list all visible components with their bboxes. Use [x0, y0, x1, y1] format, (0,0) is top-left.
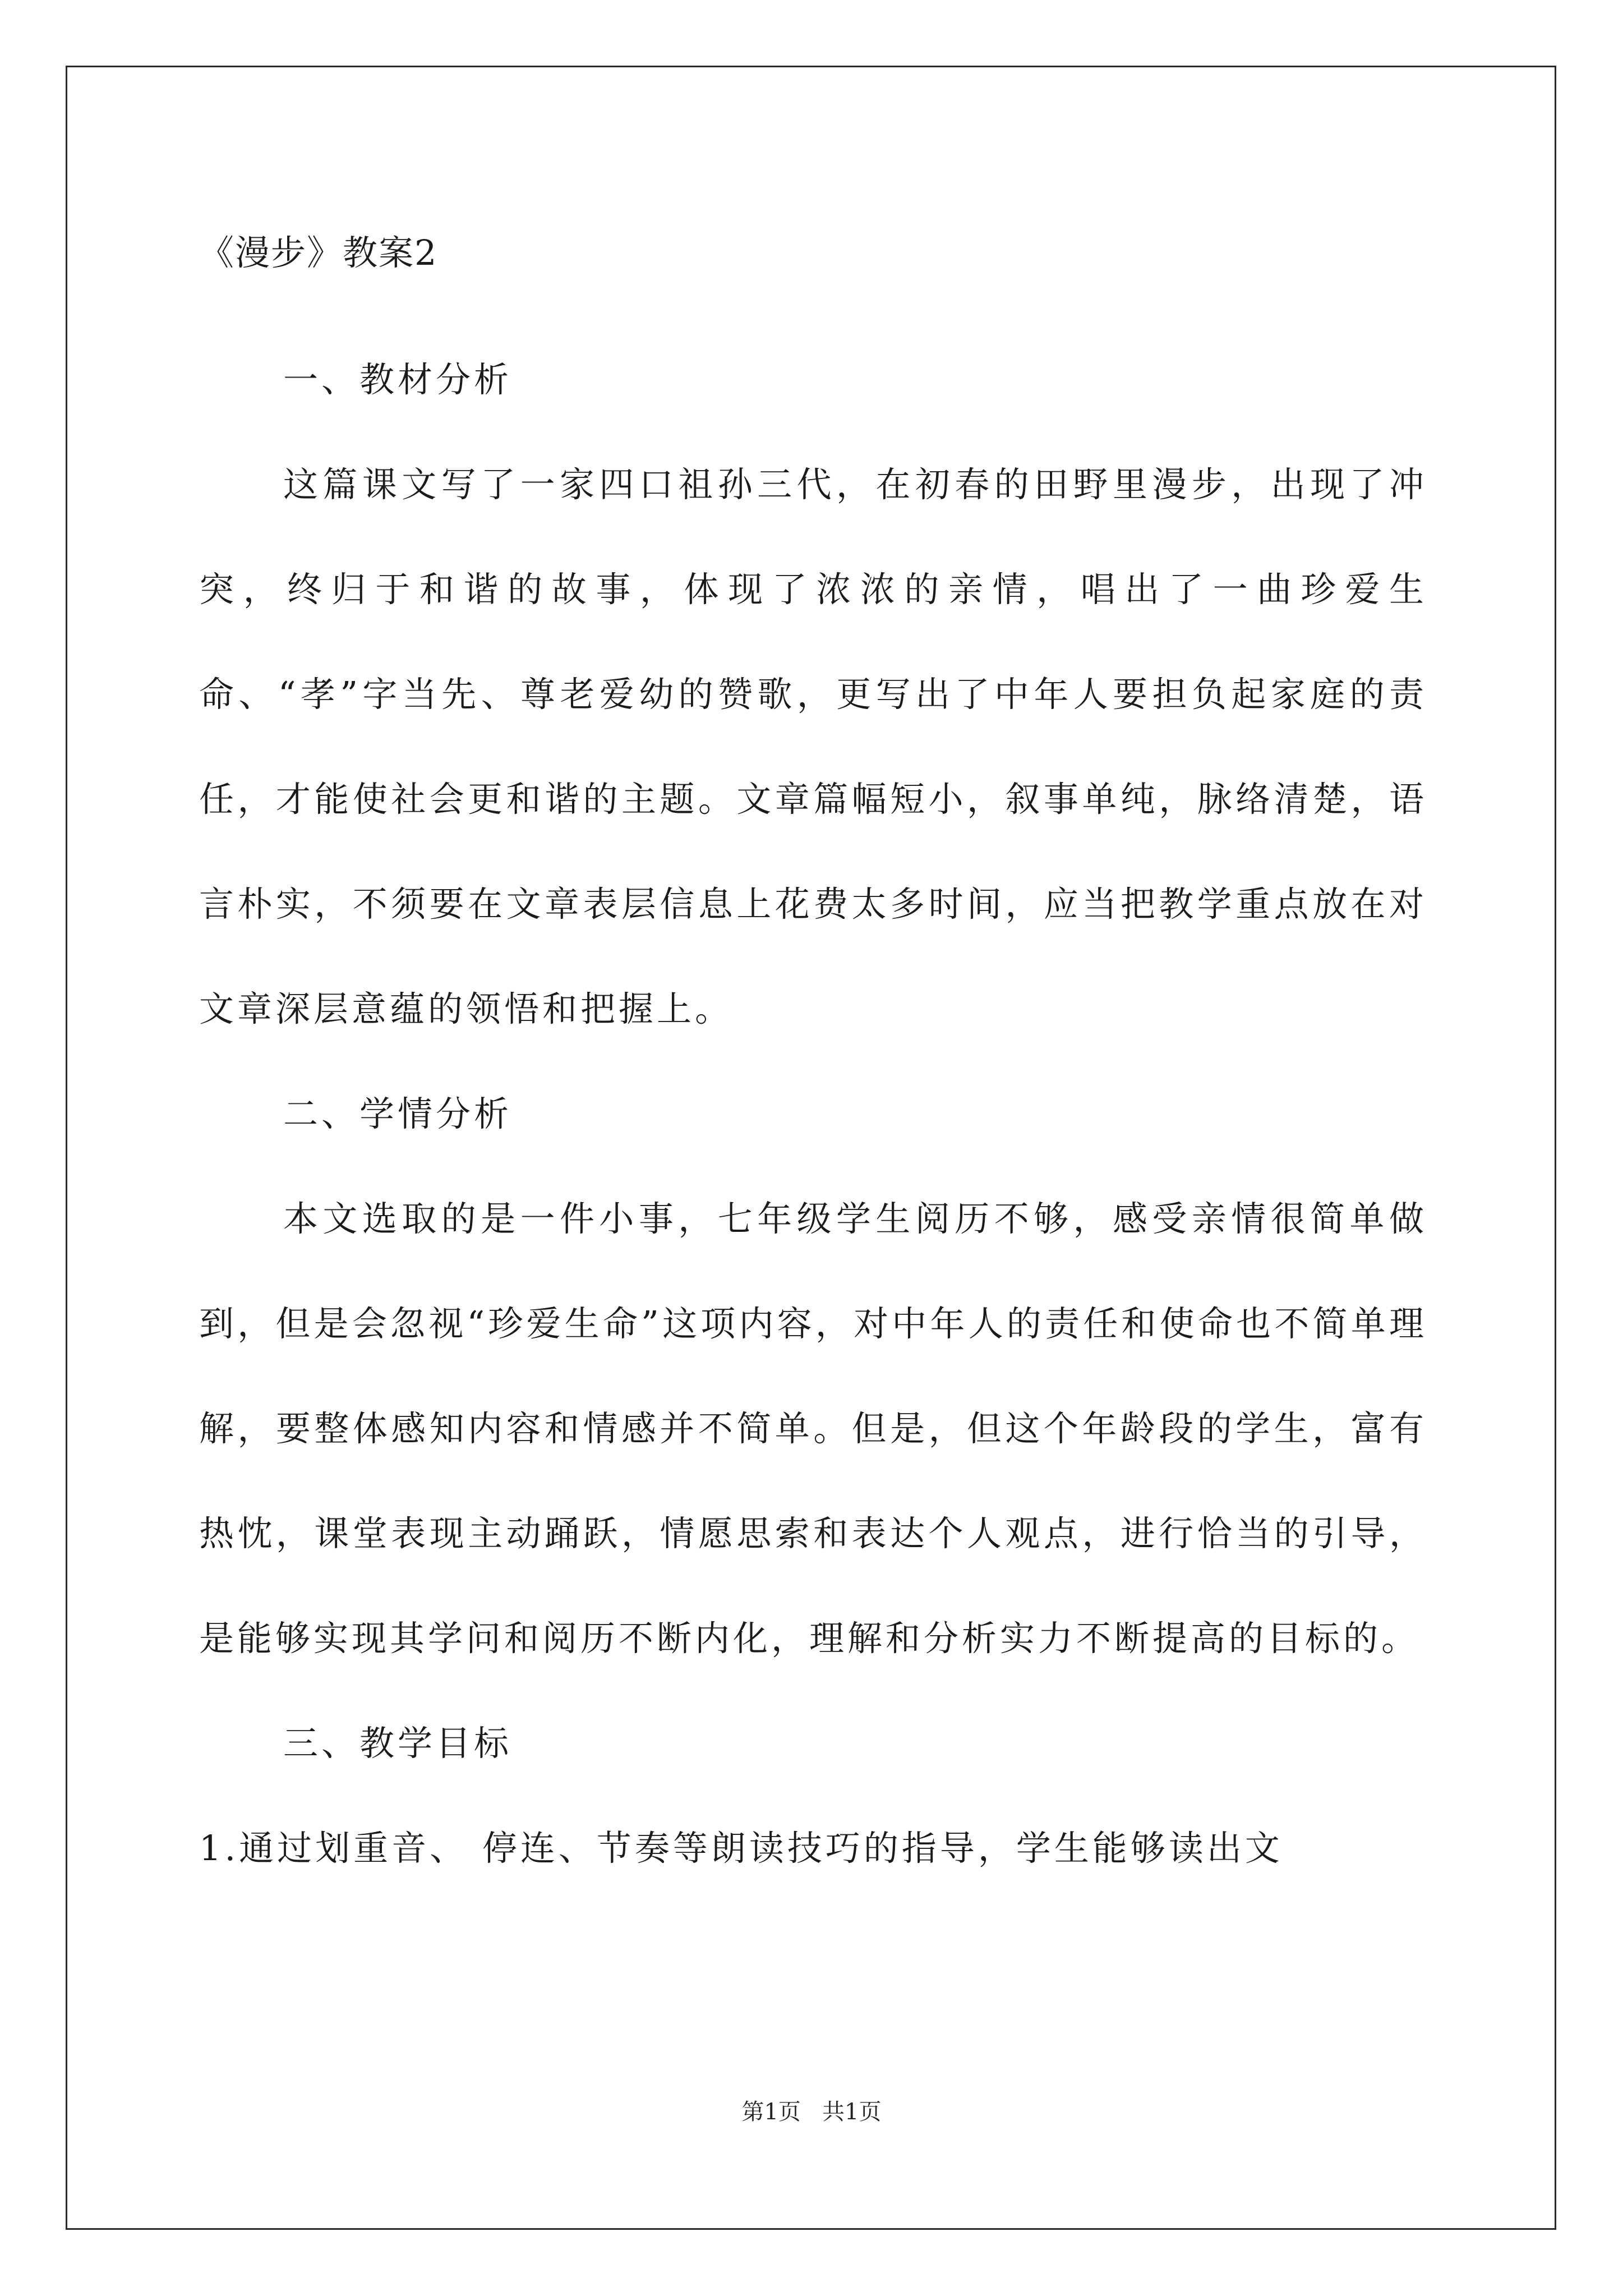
paragraph-textbook-analysis: 这篇课文写了一家四口祖孙三代，在初春的田野里漫步，出现了冲突，终归于和谐的故事，体现了浓浓的亲情，唱出了一曲珍爱生命、“孝”字当先、尊老爱幼的赞歌，更写出了中年人要担负起家庭的责任，才能使社会更和谐的主题。文章篇幅短小，叙事单纯，脉络清楚，语言朴实，不须要在文章表层信息上花费太多时间，应当把教学重点放在对文章深层意蕴的领悟和把握上。	[199, 464, 1427, 1029]
document-body	[199, 222, 1427, 1901]
section-heading-student-analysis: 二、学情分析	[283, 1093, 513, 1134]
page-footer: 第1页 共1页	[741, 2099, 882, 2125]
paragraph-student-analysis: 本文选取的是一件小事，七年级学生阅历不够，感受亲情很简单做到，但是会忽视“珍爱生命”这项内容，对中年人的责任和使命也不简单理解，要整体感知内容和情感并不简单。但是，但这个年龄段的学生，富有热忱，课堂表现主动踊跃，情愿思索和表达个人观点，进行恰当的引导，是能够实现其学问和阅历不断内化，理解和分析实力不断提高的目标的。	[199, 1198, 1427, 1659]
section-heading-textbook-analysis: 一、教材分析	[283, 359, 513, 400]
section-heading-teaching-goals: 三、教学目标	[283, 1723, 513, 1764]
document-title: 《漫步》教案2	[199, 232, 438, 273]
paragraph-teaching-goal-1: 1.通过划重音、 停连、节奏等朗读技巧的指导，学生能够读出文	[199, 1828, 1283, 1869]
